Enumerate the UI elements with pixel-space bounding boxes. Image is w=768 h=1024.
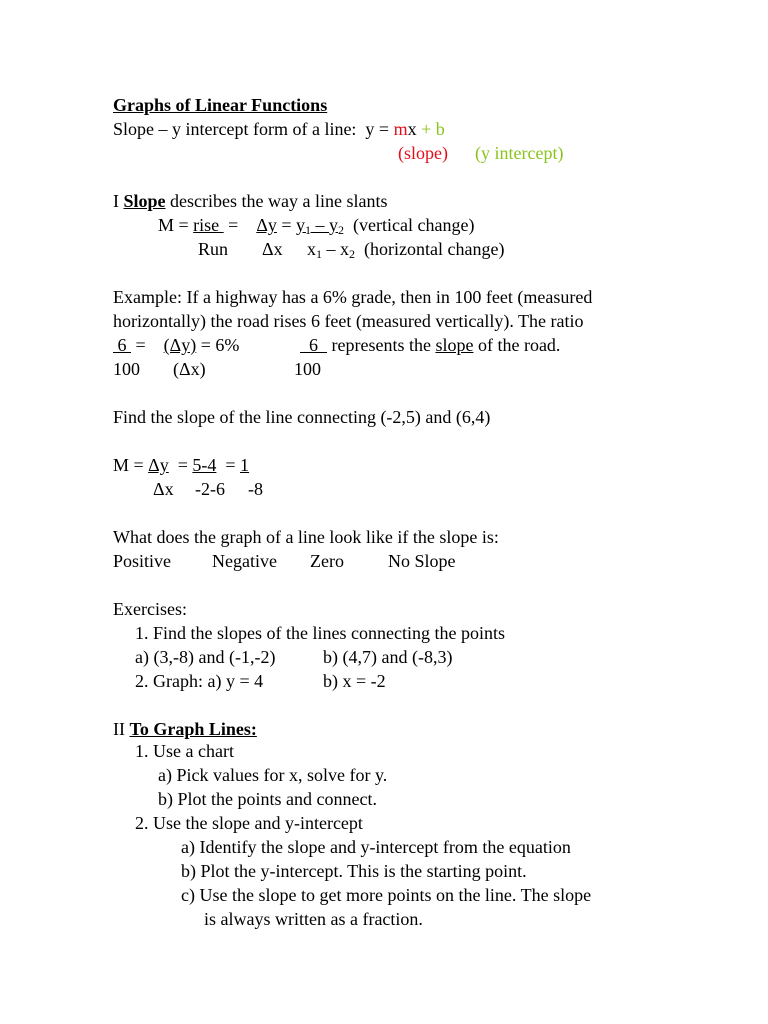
exercise-1: 1. Find the slopes of the lines connecting the points [135, 623, 505, 643]
exercise-2: 2. Graph: a) y = 4 [135, 671, 264, 691]
section-2-title: To Graph Lines: [129, 719, 257, 739]
step-1a: a) Pick values for x, solve for y. [158, 765, 388, 785]
horizontal-change: (horizontal change) [355, 239, 505, 259]
numerator-6a: 6 [113, 335, 131, 355]
exercise-2b: b) x = -2 [323, 671, 386, 691]
step-1b: b) Plot the points and connect. [158, 789, 377, 809]
option-negative: Negative [212, 551, 277, 571]
delta-y-2: Δy [148, 455, 169, 475]
sub-1: 1 [305, 223, 312, 237]
x-sym: x [307, 239, 316, 259]
find-slope-question: Find the slope of the line connecting (-2,5) and (6,4) [113, 407, 491, 427]
denominator-diff: -2-6 [195, 479, 225, 499]
delta-y: Δy [256, 215, 277, 235]
section-1-title: Slope [123, 191, 166, 211]
delta-x: Δx [262, 239, 283, 259]
numerator-diff: 5-4 [192, 455, 217, 475]
x-sym-2: x [340, 239, 349, 259]
equals: = [223, 215, 257, 235]
step-2c-continued: is always written as a fraction. [204, 909, 423, 929]
step-2a: a) Identify the slope and y-intercept from the equation [181, 837, 571, 857]
example-line-2: horizontally) the road rises 6 feet (measured vertically). The ratio [113, 311, 584, 331]
m-equals-2: M = [113, 455, 149, 475]
page-title: Graphs of Linear Functions [113, 95, 328, 115]
step-2b: b) Plot the y-intercept. This is the starting point. [181, 861, 527, 881]
slope-intercept-line [113, 118, 445, 140]
equals-4: = [216, 455, 241, 475]
section-1-heading [113, 190, 387, 212]
dash: – [311, 215, 330, 235]
section-2-heading [113, 718, 257, 740]
slope-form-text: Slope – y intercept form of a line: y = [113, 119, 394, 139]
delta-x-paren: (Δx) [173, 359, 206, 379]
y-sym: y [296, 215, 306, 235]
slope-formula-top [158, 214, 474, 236]
slope-label: (slope) [398, 143, 448, 163]
y1-minus-y2 [296, 215, 344, 235]
denominator-100b: 100 [294, 359, 321, 379]
sub-1b: 1 [316, 247, 322, 261]
option-no-slope: No Slope [388, 551, 456, 571]
sub-2: 2 [338, 223, 345, 237]
y-sym-2: y [329, 215, 339, 235]
run-word: Run [198, 239, 229, 259]
m-equals: M = [158, 215, 194, 235]
section-1-desc: describes the way a line slants [165, 191, 388, 211]
exercise-1b: b) (4,7) and (-8,3) [323, 647, 453, 667]
graph-question: What does the graph of a line look like if the slope is: [113, 527, 499, 547]
section-1-numeral: I [113, 191, 124, 211]
exercises-heading: Exercises: [113, 599, 187, 619]
delta-x-2: Δx [153, 479, 174, 499]
dash-b: – [322, 239, 340, 259]
slope-word: slope [435, 335, 474, 355]
example-represents [300, 334, 560, 356]
result-numerator: 1 [240, 455, 250, 475]
delta-y-paren: (Δy) [163, 335, 197, 355]
slope-x: x [407, 119, 422, 139]
slope-b: + b [421, 119, 445, 139]
exercise-1a: a) (3,-8) and (-1,-2) [135, 647, 276, 667]
section-2-numeral: II [113, 719, 130, 739]
example-ratio-line [113, 334, 239, 356]
option-zero: Zero [310, 551, 344, 571]
numerator-6b: 6 [300, 335, 327, 355]
slope-m: m [393, 119, 408, 139]
option-positive: Positive [113, 551, 172, 571]
x1-minus-x2 [307, 238, 504, 260]
equals-3: = [168, 455, 193, 475]
vertical-change: (vertical change) [344, 215, 475, 235]
result-denominator: -8 [248, 479, 263, 499]
denominator-100a: 100 [113, 359, 140, 379]
represents-text: represents the [327, 335, 436, 355]
sub-2b: 2 [349, 247, 355, 261]
example-line-1: Example: If a highway has a 6% grade, then in 100 feet (measured [113, 287, 593, 307]
step-1: 1. Use a chart [135, 741, 234, 761]
of-the-road: of the road. [473, 335, 561, 355]
step-2: 2. Use the slope and y-intercept [135, 813, 363, 833]
find-slope-work [113, 454, 249, 476]
equals-spaced: = [131, 335, 164, 355]
step-2c: c) Use the slope to get more points on the line. The slope [181, 885, 592, 905]
six-percent: = 6% [196, 335, 240, 355]
equals-2: = [276, 215, 297, 235]
intercept-label: (y intercept) [475, 143, 564, 163]
rise-word: rise [193, 215, 224, 235]
